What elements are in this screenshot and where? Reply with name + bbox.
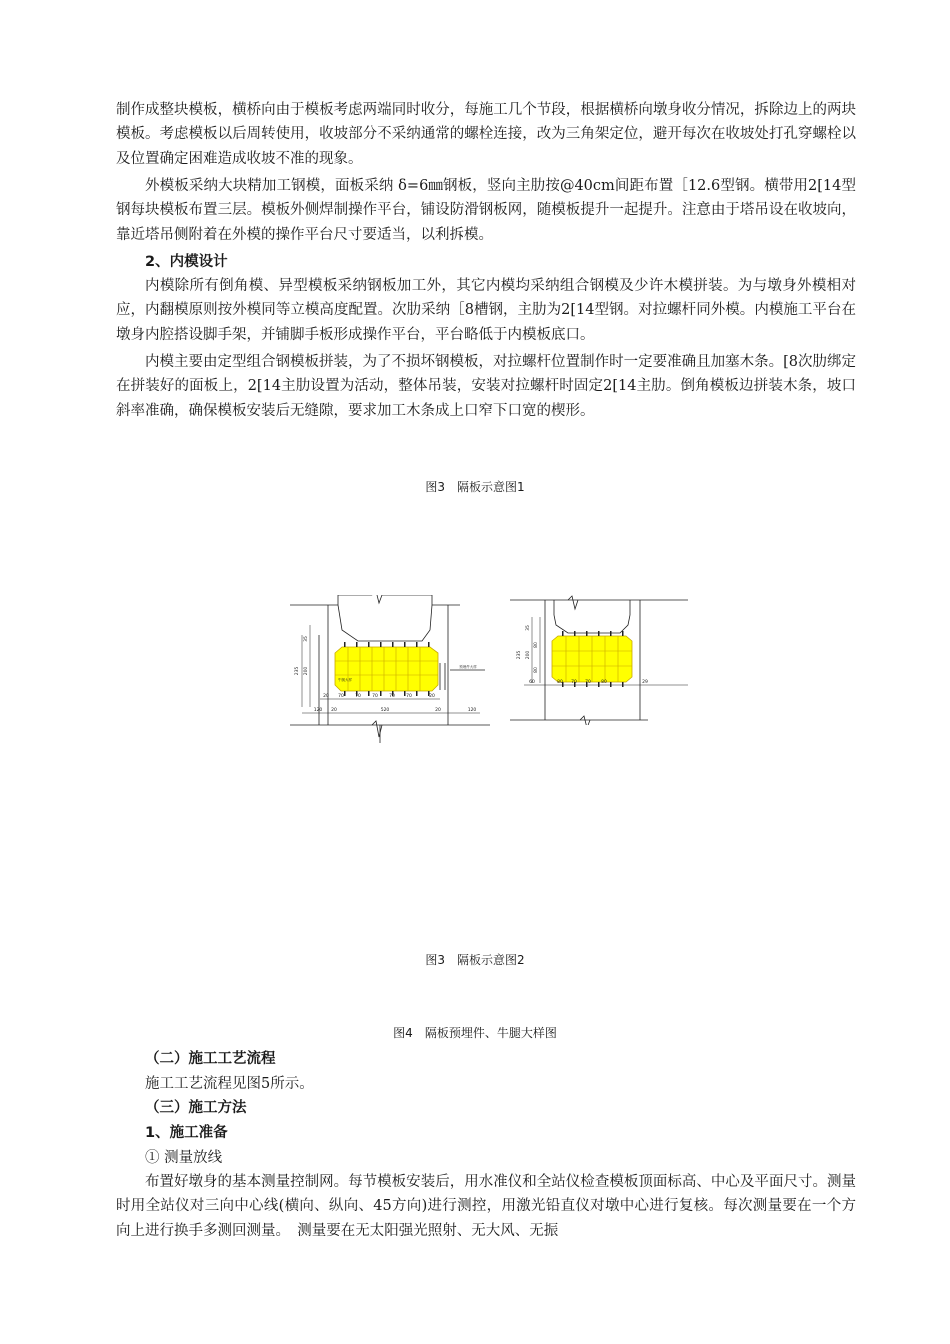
heading-construction-method: （三）施工方法 [145, 1100, 247, 1116]
note-left-embedded: 预埋件大样 [459, 665, 477, 669]
dim-right-b3: 70 [571, 680, 577, 685]
paragraph-inner-formwork: 内模除所有倒角模、异型模板采纳钢板加工外，其它内模均采纳组合钢模及少许木模拼装。为与墩身外模相对应，内翻模原则按外模同等立模高度配置。次肋采纳［8槽钢，主肋为2[14型钢。对拉螺杆同外模。内模施工平台在墩身内腔搭设脚手架，并铺脚手板形成操作平台，平台略低于内模板底口。 [116, 278, 856, 343]
dim-left-b2: 70 [338, 694, 344, 699]
dim-left-b5: 70 [389, 694, 395, 699]
heading-inner-formwork: 2、内模设计 [145, 254, 228, 270]
dim-right-v4: 80 [534, 667, 539, 673]
dim-left-c2: 20 [331, 708, 337, 713]
dim-right-b2: 80 [557, 680, 563, 685]
paragraph-process-flow: 施工工艺流程见图5所示。 [145, 1076, 314, 1092]
diaphragm-grid-right [552, 631, 632, 687]
diaphragm-diagram-left [290, 595, 490, 745]
dim-right-v2: 200 [526, 650, 531, 660]
heading-preparation: 1、施工准备 [145, 1125, 228, 1141]
dim-right-b1: 60 [529, 680, 535, 685]
dim-left-c5: 120 [467, 708, 477, 713]
dim-left-v2: 200 [304, 666, 309, 676]
dim-right-v3: 80 [534, 642, 539, 648]
dim-left-b3: 70 [355, 694, 361, 699]
dim-left-v1: 235 [295, 666, 300, 676]
dim-left-b1: 20 [323, 694, 329, 699]
dim-left-b7: 20 [429, 694, 435, 699]
heading-survey: ① 测量放线 [145, 1150, 223, 1166]
caption-figure-3-2: 图3 隔板示意图2 [425, 953, 525, 967]
note-left-corbel: 牛腿大样 [338, 678, 352, 682]
heading-process-flow: （二）施工工艺流程 [145, 1051, 276, 1067]
dim-left-v3: 35 [304, 636, 309, 642]
dim-right-b6: 29 [642, 680, 648, 685]
dim-left-c3: 520 [380, 708, 390, 713]
caption-figure-3-1: 图3 隔板示意图1 [425, 480, 525, 494]
diaphragm-grid-left [335, 642, 438, 696]
dim-right-v5: 35 [526, 625, 531, 631]
paragraph-outer-formwork: 外模板采纳大块精加工钢模，面板采纳 δ=6㎜钢板，竖向主肋按@40cm间距布置［12.6型钢。横带用2[14型钢每块模板布置三层。模板外侧焊制操作平台，铺设防滑钢板网，随模板提升一起提升。注意由于塔吊设在收坡向，靠近塔吊侧附着在外模的操作平台尺寸要适当，以利拆模。 [116, 178, 856, 243]
paragraph-survey: 布置好墩身的基本测量控制网。每节模板安装后，用水准仪和全站仪检查模板顶面标高、中心及平面尺寸。测量时用全站仪对三向中心线(横向、纵向、45方向)进行测控，用激光铅直仪对墩中心进行复核。每次测量要在一个方向上进行换手多测回测量。 测量要在无太阳强光照射、无大风、无振 [116, 1174, 856, 1239]
dim-right-v1: 235 [517, 650, 522, 660]
caption-figure-4: 图4 隔板预埋件、牛腿大样图 [393, 1026, 557, 1040]
paragraph-outer-formwork-cont: 制作成整块模板，横桥向由于模板考虑两端同时收分，每施工几个节段，根据横桥向墩身收分情况，拆除边上的两块模板。考虑模板以后周转使用，收坡部分不采纳通常的螺栓连接，改为三角架定位，避开每次在收坡处打孔穿螺栓以及位置确定困难造成收坡不准的现象。 [116, 102, 856, 167]
dim-left-c4: 20 [435, 708, 441, 713]
diaphragm-diagram-right [510, 595, 690, 725]
dim-left-c1: 120 [313, 708, 323, 713]
paragraph-inner-assembly: 内模主要由定型组合钢模板拼装，为了不损坏钢模板，对拉螺杆位置制作时一定要准确且加塞木条。[8次肋绑定在拼装好的面板上，2[14主肋设置为活动，整体吊装，安装对拉螺杆时固定2[14主肋。倒角模板边拼装木条，坡口斜率准确，确保模板安装后无缝隙，要求加工木条成上口窄下口宽的楔形。 [116, 354, 856, 419]
dim-right-b5: 80 [601, 680, 607, 685]
dim-left-b4: 70 [372, 694, 378, 699]
dim-right-b4: 70 [585, 680, 591, 685]
dim-left-b6: 70 [406, 694, 412, 699]
